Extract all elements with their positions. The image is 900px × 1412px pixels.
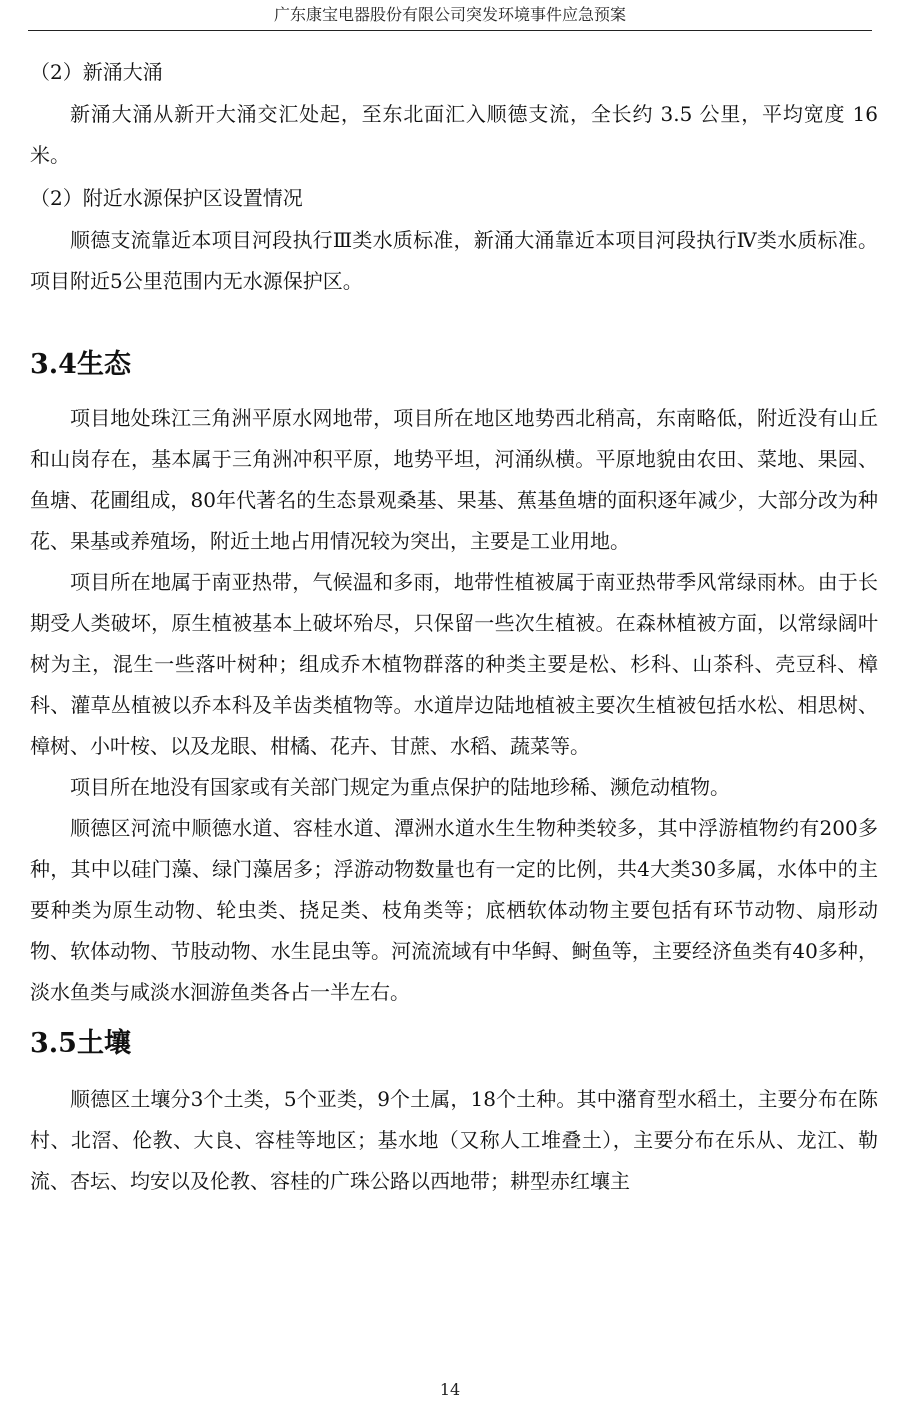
page-header: 广东康宝电器股份有限公司突发环境事件应急预案 [28, 0, 872, 31]
paragraph-water-quality: 顺德支流靠近本项目河段执行Ⅲ类水质标准，新涌大涌靠近本项目河段执行Ⅳ类水质标准。项目附近5公里范围内无水源保护区。 [30, 228, 878, 293]
page-content [30, 50, 878, 1202]
section-heading-ecology: 3.4生态 [30, 349, 131, 380]
subheading-xinchong-dachong: （2）新涌大涌 [30, 60, 163, 84]
paragraph-vegetation: 项目所在地属于南亚热带，气候温和多雨，地带性植被属于南亚热带季风常绿雨林。由于长期受人类破坏，原生植被基本上破坏殆尽，只保留一些次生植被。在森林植被方面，以常绿阔叶树为主，混生一些落叶树种；组成乔木植物群落的种类主要是松、杉科、山茶科、壳豆科、樟科、灌草丛植被以乔本科及羊齿类植物等。水道岸边陆地植被主要次生植被包括水松、相思树、樟树、小叶桉、以及龙眼、柑橘、花卉、甘蔗、水稻、蔬菜等。 [30, 570, 878, 758]
paragraph-xinchong-dachong: 新涌大涌从新开大涌交汇处起，至东北面汇入顺德支流，全长约 3.5 公里，平均宽度 16 米。 [30, 102, 878, 167]
paragraph-protected-species: 项目所在地没有国家或有关部门规定为重点保护的陆地珍稀、濒危动植物。 [70, 775, 730, 799]
paragraph-aquatic-life: 顺德区河流中顺德水道、容桂水道、潭洲水道水生生物种类较多，其中浮游植物约有200多种，其中以硅门藻、绿门藻居多；浮游动物数量也有一定的比例，共4大类30多属，水体中的主要种类为原生动物、轮虫类、挠足类、枝角类等；底栖软体动物主要包括有环节动物、扇形动物、软体动物、节肢动物、水生昆虫等。河流流域有中华鲟、鲥鱼等，主要经济鱼类有40多种，淡水鱼类与咸淡水洄游鱼类各占一半左右。 [30, 816, 878, 1004]
section-heading-soil: 3.5土壤 [30, 1028, 131, 1059]
paragraph-soil: 顺德区土壤分3个土类，5个亚类，9个土属，18个土种。其中潴育型水稻土，主要分布在陈村、北滘、伦教、大良、容桂等地区；基水地（又称人工堆叠土），主要分布在乐从、龙江、勒流、杏坛、均安以及伦教、容桂的广珠公路以西地带；耕型赤红壤主 [30, 1087, 878, 1193]
paragraph-terrain: 项目地处珠江三角洲平原水网地带，项目所在地区地势西北稍高，东南略低，附近没有山丘和山岗存在，基本属于三角洲冲积平原，地势平坦，河涌纵横。平原地貌由农田、菜地、果园、鱼塘、花圃组成，80年代著名的生态景观桑基、果基、蕉基鱼塘的面积逐年减少，大部分改为种花、果基或养殖场，附近土地占用情况较为突出，主要是工业用地。 [30, 406, 878, 553]
subheading-water-source-protection: （2）附近水源保护区设置情况 [30, 186, 303, 210]
page-number: 14 [439, 1380, 461, 1399]
